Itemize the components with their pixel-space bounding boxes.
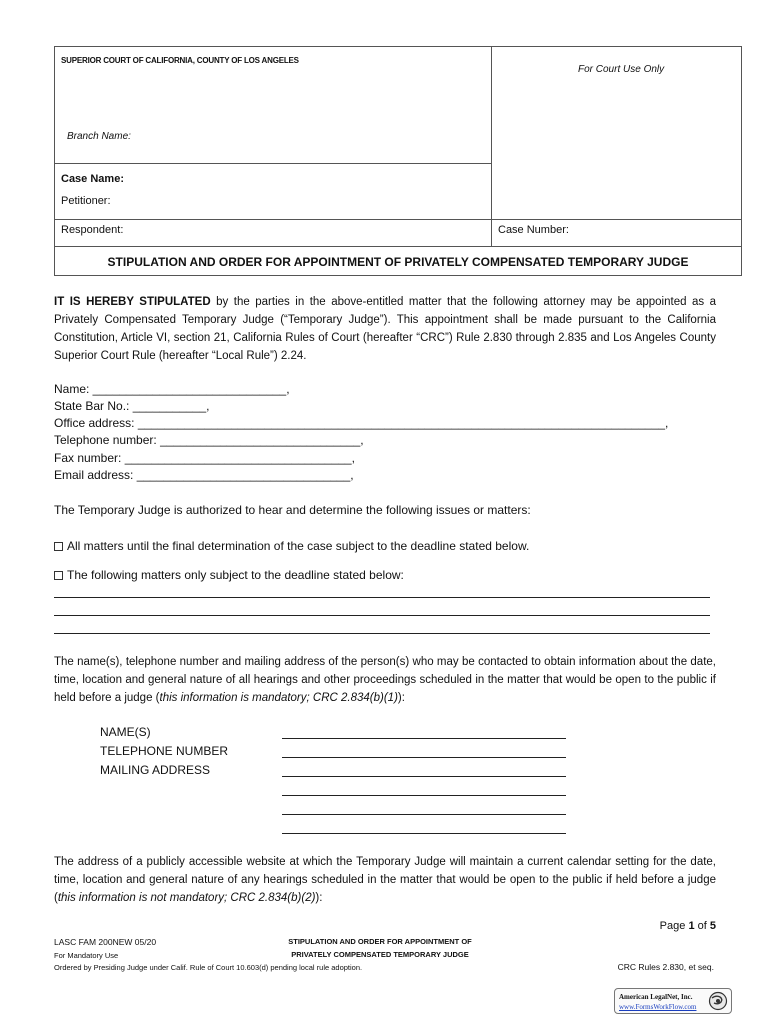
court-use-label: For Court Use Only xyxy=(578,64,665,75)
brand-url[interactable]: www.FormsWorkFlow.com xyxy=(619,1003,697,1011)
contact-phone-line[interactable] xyxy=(282,757,566,758)
all-matters-checkbox[interactable] xyxy=(54,542,63,551)
court-use-box xyxy=(491,46,742,220)
title-box xyxy=(54,246,742,276)
option-following-label: The following matters only subject to the deadline stated below: xyxy=(67,568,404,582)
ordered-by: Ordered by Presiding Judge under Calif. Rule of Court 10.603(d) pending local rule adoption. xyxy=(54,963,363,972)
website-end: ): xyxy=(315,892,323,904)
fax-field[interactable]: Fax number: __________________________________, xyxy=(54,451,355,465)
caption-left-box xyxy=(54,46,492,164)
case-name-box xyxy=(54,163,492,220)
contact-address-label: MAILING ADDRESS xyxy=(100,763,211,777)
case-number-label[interactable]: Case Number: xyxy=(498,224,569,236)
contact-address-line-1[interactable] xyxy=(282,776,566,777)
intro-lead: IT IS HEREBY STIPULATED xyxy=(54,296,211,308)
contact-address-line-4[interactable] xyxy=(282,833,566,834)
page-indicator xyxy=(660,920,716,932)
email-field[interactable]: Email address: ________________________________, xyxy=(54,468,354,482)
bar-field[interactable]: State Bar No.: ___________, xyxy=(54,399,210,413)
contact-name-label: NAME(S) xyxy=(100,725,151,739)
page-of: of xyxy=(697,920,707,932)
case-number-box xyxy=(491,219,742,247)
option-following xyxy=(54,568,404,582)
contact-paragraph xyxy=(54,653,716,707)
respondent-box xyxy=(54,219,492,247)
website-italic: this information is not mandatory; CRC 2.834(b)(2) xyxy=(57,892,316,904)
office-address-field[interactable]: Office address: _______________________________________________________________________________, xyxy=(54,416,669,430)
contact-name-line[interactable] xyxy=(282,738,566,739)
page-label: Page xyxy=(659,920,686,932)
brand-badge xyxy=(614,988,732,1014)
respondent-label[interactable]: Respondent: xyxy=(61,224,124,236)
crc-rules: CRC Rules 2.830, et seq. xyxy=(617,962,714,972)
footer-title-2: PRIVATELY COMPENSATED TEMPORARY JUDGE xyxy=(291,950,469,959)
option-all-label: All matters until the final determination of the case subject to the deadline stated below. xyxy=(67,539,530,553)
option-all xyxy=(54,539,529,553)
petitioner-label[interactable]: Petitioner: xyxy=(61,195,111,207)
court-name: SUPERIOR COURT OF CALIFORNIA, COUNTY OF LOS ANGELES xyxy=(61,56,299,65)
telephone-field[interactable]: Telephone number: ______________________________, xyxy=(54,433,364,447)
form-id: LASC FAM 200NEW 05/20 xyxy=(54,937,157,947)
contact-phone-label: TELEPHONE NUMBER xyxy=(100,744,229,758)
matters-line-1[interactable] xyxy=(54,597,710,598)
footer-title-1: STIPULATION AND ORDER FOR APPOINTMENT OF xyxy=(288,937,472,946)
name-field[interactable]: Name: _____________________________, xyxy=(54,382,290,396)
page-number: 1 xyxy=(688,920,695,932)
following-matters-checkbox[interactable] xyxy=(54,571,63,580)
intro-paragraph xyxy=(54,293,716,365)
contact-address-line-3[interactable] xyxy=(282,814,566,815)
contact-end: ): xyxy=(397,692,405,704)
branch-label: Branch Name: xyxy=(67,131,131,142)
contact-address-line-2[interactable] xyxy=(282,795,566,796)
matters-line-2[interactable] xyxy=(54,615,710,616)
page-title: STIPULATION AND ORDER FOR APPOINTMENT OF PRIVATELY COMPENSATED TEMPORARY JUDGE xyxy=(107,255,689,269)
contact-text: The name(s), telephone number and mailing address of the person(s) who may be contacted to obtain information about the date, time, location and general nature of all hearings and other proceedings scheduled in the matter that would be open to the public if held before a judge ( xyxy=(54,656,716,704)
page-total: 5 xyxy=(709,920,716,932)
mandatory-use: For Mandatory Use xyxy=(54,951,119,960)
brand-name: American LegalNet, Inc. xyxy=(619,993,693,1001)
authorized-text: The Temporary Judge is authorized to hear and determine the following issues or matters: xyxy=(54,503,531,517)
intro-text: by the parties in the above-entitled matter that the following attorney may be appointed as a Privately Compensated Temporary Judge (“Temporary Judge”). This appointment shall be made pursuant to the California Constitution, Article VI, section 21, California Rules of Court (hereafter “CRC”) Rule 2.830 through 2.835 and Los Angeles County Superior Court Rule (hereafter “Local Rule”) 2.24. xyxy=(54,296,717,362)
matters-line-3[interactable] xyxy=(54,633,710,634)
contact-italic: this information is mandatory; CRC 2.834(b)(1) xyxy=(159,692,398,704)
case-name-label: Case Name: xyxy=(61,173,124,185)
website-text: The address of a publicly accessible website at which the Temporary Judge will maintain a current calendar setting for the date, time, location and general nature of any hearings scheduled in the matter that would be open to the public if held before a judge ( xyxy=(54,856,716,904)
globe-icon xyxy=(708,991,728,1011)
website-paragraph xyxy=(54,853,716,907)
